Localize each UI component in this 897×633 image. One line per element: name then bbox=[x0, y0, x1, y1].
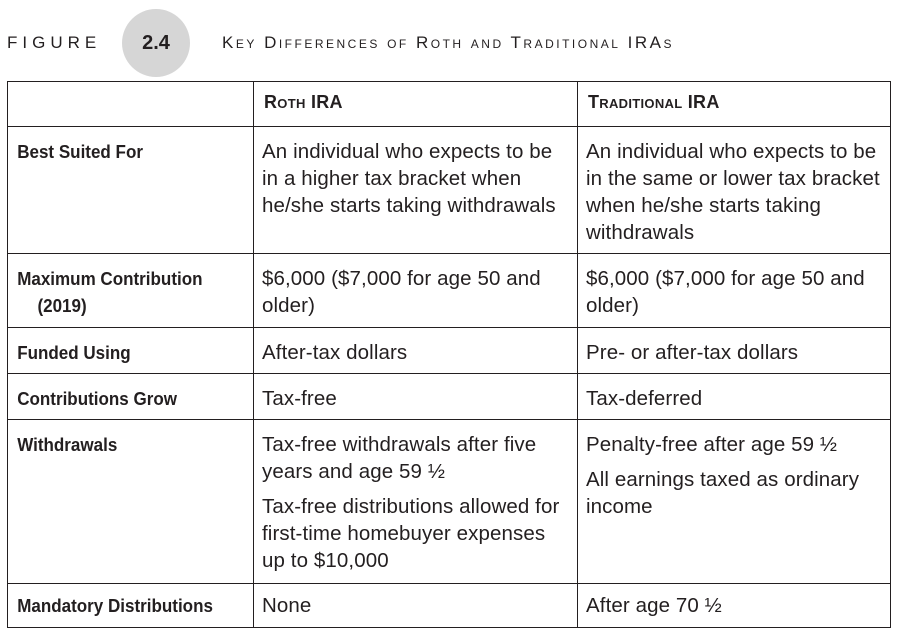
table-header-row bbox=[8, 82, 891, 127]
row-label: Funded Using bbox=[17, 342, 131, 363]
figure-word: FIGURE bbox=[7, 33, 102, 52]
table-row bbox=[8, 374, 891, 420]
traditional-value: An individual who expects to be in the same or lower tax bracket when he/she starts taking withdrawals bbox=[586, 140, 880, 244]
table-row bbox=[8, 328, 891, 374]
roth-cell bbox=[254, 127, 578, 254]
header-roth-label: Roth IRA bbox=[264, 92, 343, 112]
traditional-cell bbox=[578, 127, 891, 254]
figure-number-badge bbox=[122, 9, 190, 77]
roth-cell bbox=[254, 584, 578, 628]
table-row bbox=[8, 254, 891, 328]
traditional-value: Penalty-free after age 59 ½ bbox=[586, 433, 838, 456]
traditional-cell bbox=[578, 420, 891, 584]
roth-value: None bbox=[262, 594, 312, 617]
figure-title: Key Differences of Roth and Traditional IRAs bbox=[222, 33, 675, 52]
roth-value: After-tax dollars bbox=[262, 341, 408, 364]
row-label-cell bbox=[8, 420, 254, 584]
traditional-cell bbox=[578, 584, 891, 628]
roth-value: Tax-free bbox=[262, 387, 337, 410]
figure-header bbox=[0, 0, 897, 80]
comparison-table bbox=[7, 81, 891, 628]
traditional-cell bbox=[578, 374, 891, 420]
figure-number: 2.4 bbox=[142, 32, 170, 54]
traditional-cell bbox=[578, 254, 891, 328]
roth-cell bbox=[254, 328, 578, 374]
row-label: Maximum Contribution (2019) bbox=[8, 254, 233, 319]
roth-cell bbox=[254, 254, 578, 328]
traditional-value: After age 70 ½ bbox=[586, 594, 722, 617]
roth-cell bbox=[254, 420, 578, 584]
header-cell-roth bbox=[254, 82, 578, 127]
row-label-cell bbox=[8, 584, 254, 628]
table-row bbox=[8, 584, 891, 628]
header-cell-traditional bbox=[578, 82, 891, 127]
row-label-sub: (2019) bbox=[37, 295, 87, 316]
row-label: Contributions Grow bbox=[17, 388, 177, 409]
row-label: Best Suited For bbox=[17, 141, 143, 162]
roth-cell bbox=[254, 374, 578, 420]
roth-value: $6,000 ($7,000 for age 50 and older) bbox=[262, 267, 541, 317]
table-row bbox=[8, 127, 891, 254]
roth-value: Tax-free withdrawals after five years and age 59 ½ bbox=[262, 433, 537, 483]
header-traditional-label: Traditional IRA bbox=[588, 92, 720, 112]
row-label-cell bbox=[8, 127, 254, 254]
row-label-cell bbox=[8, 254, 254, 328]
roth-value: An individual who expects to be in a higher tax bracket when he/she starts taking withdrawals bbox=[262, 140, 556, 217]
traditional-cell bbox=[578, 328, 891, 374]
traditional-value: All earnings taxed as ordinary income bbox=[586, 468, 860, 518]
row-label: Withdrawals bbox=[17, 434, 118, 455]
header-cell-empty bbox=[8, 82, 254, 127]
traditional-value: Pre- or after-tax dollars bbox=[586, 341, 799, 364]
row-label-cell bbox=[8, 328, 254, 374]
table-row bbox=[8, 420, 891, 584]
traditional-value: Tax-deferred bbox=[586, 387, 703, 410]
traditional-value: $6,000 ($7,000 for age 50 and older) bbox=[586, 267, 865, 317]
row-label-cell bbox=[8, 374, 254, 420]
roth-value: Tax-free distributions allowed for first-time homebuyer expenses up to $10,000 bbox=[262, 495, 560, 572]
row-label: Mandatory Distributions bbox=[17, 595, 213, 616]
